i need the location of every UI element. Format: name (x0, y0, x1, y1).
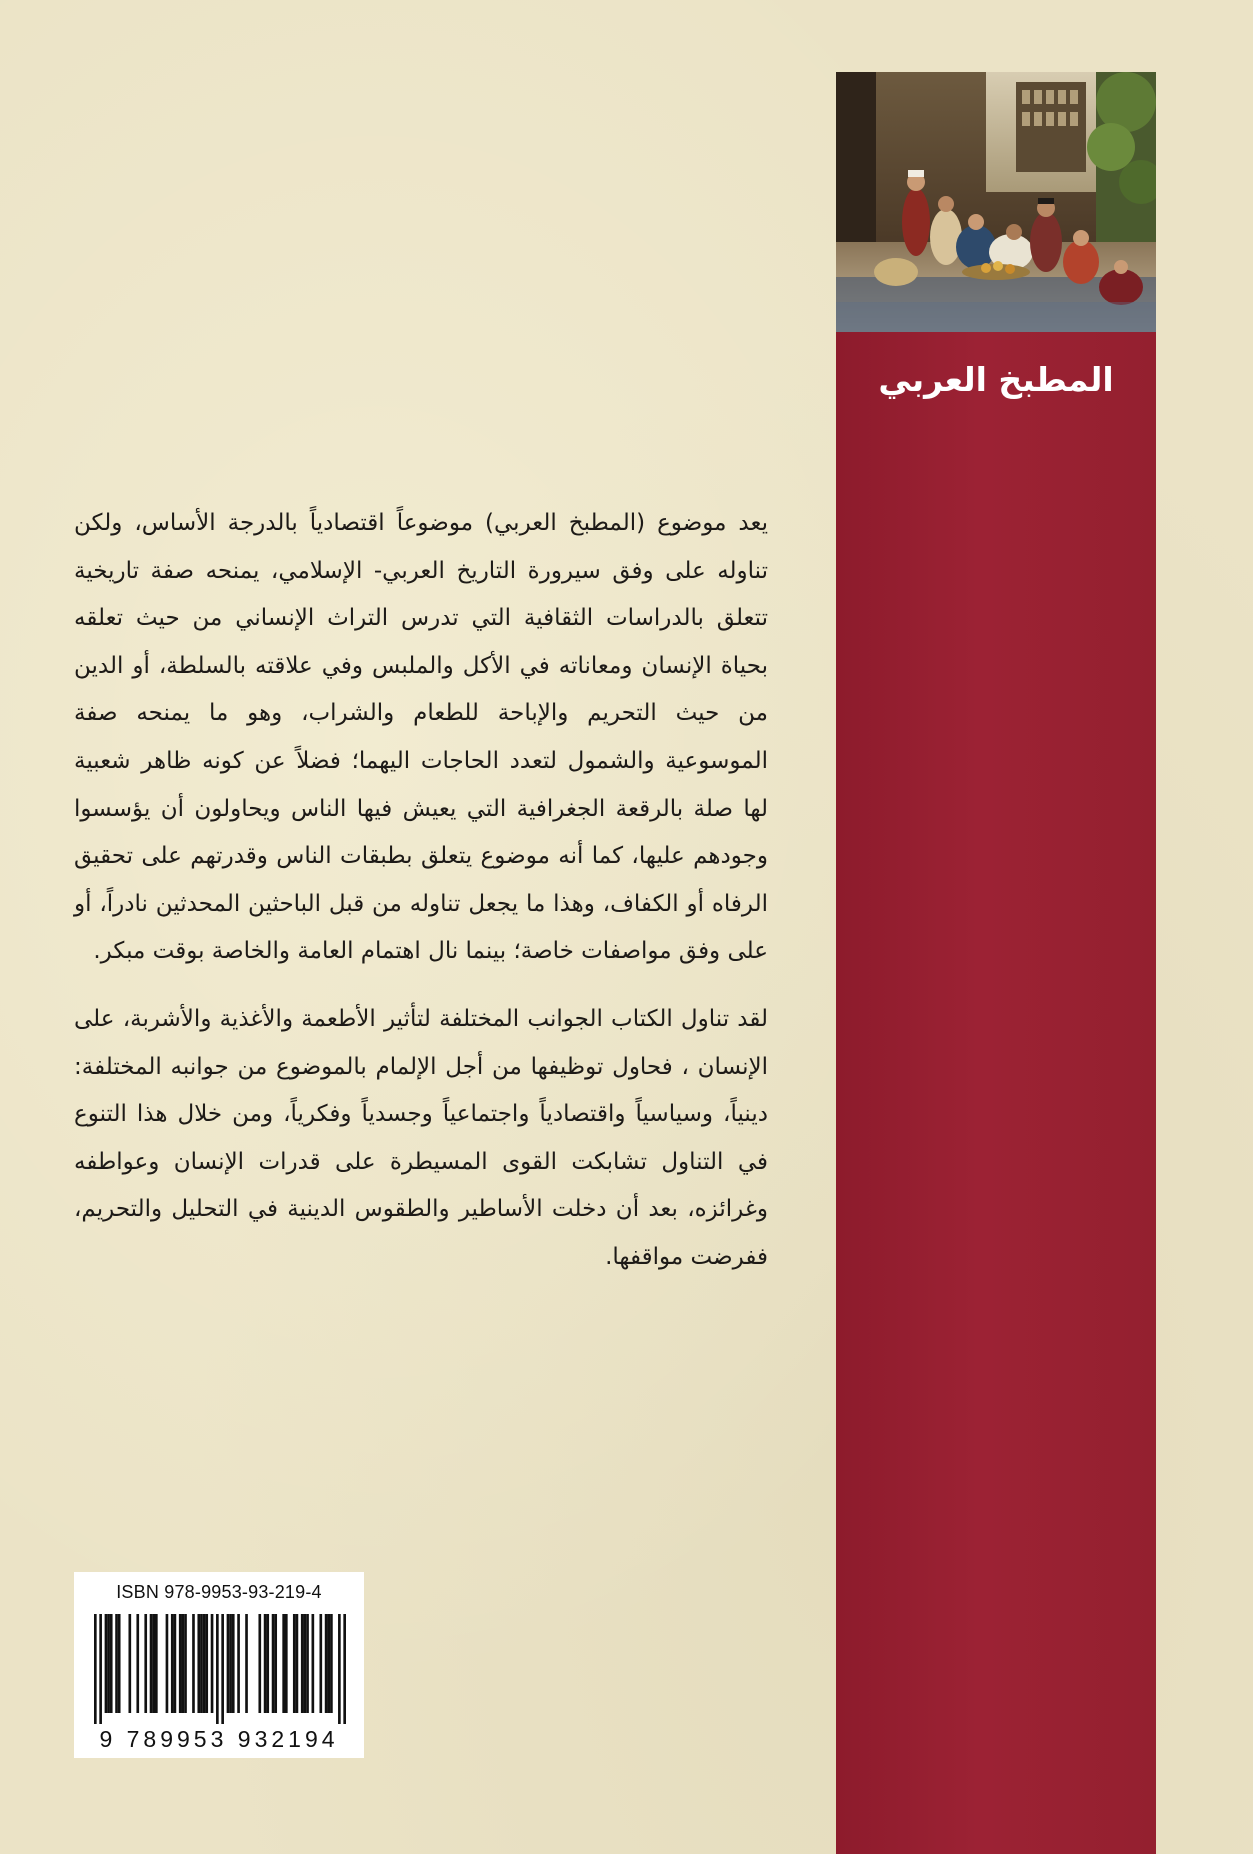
barcode-bar (304, 1614, 307, 1713)
barcode-bar (200, 1614, 203, 1713)
barcode-bar (150, 1614, 153, 1713)
back-cover-blurb (74, 500, 768, 1282)
cover-color-band (836, 72, 1156, 1854)
courtyard-painting-graphic (836, 72, 1156, 332)
barcode-bar (306, 1614, 309, 1713)
barcode-bar (282, 1614, 285, 1713)
blurb-paragraph: يعد موضوع (المطبخ العربي) موضوعاً اقتصادياً بالدرجة الأساس، ولكن تناوله على وفق سيرورة التاريخ العربي- الإسلامي، يمنحه صفة تاريخية تتعلق بالدراسات الثقافية التي تدرس التراث الإنساني من حيث تعلقه بحياة الإنسان ومعاناته في الأكل والملبس وفي علاقته بالسلطة، أو الدين من حيث التحريم والإباحة للطعام والشراب، وهو ما يمنحه صفة الموسوعية والشمول لتعدد الحاجات اليهما؛ فضلاً عن كونه ظاهر شعبية لها صلة بالرقعة الجغرافية التي يعيش فيها الناس ويحاولون أن يؤسسوا وجودهم عليها، كما أنه موضوع يتعلق بطبقات الناس وقدرتهم على تحقيق الرفاه أو الكفاف، وهذا ما يجعل تناوله من قبل الباحثين المحدثين نادراً، أو على وفق مواصفات خاصة؛ بينما نال اهتمام العامة والخاصة بوقت مبكر. (74, 510, 768, 965)
barcode-bar (94, 1614, 97, 1724)
barcode-bar (155, 1614, 158, 1713)
barcode-bar (166, 1614, 169, 1713)
barcode-bar (110, 1614, 113, 1713)
barcode-bar (105, 1614, 108, 1713)
barcode-bar (182, 1614, 185, 1713)
barcode-bar (325, 1614, 328, 1713)
barcode-bar (128, 1614, 131, 1713)
barcode-bar (258, 1614, 261, 1713)
barcode-bars (94, 1614, 346, 1724)
barcode-bar (205, 1614, 208, 1713)
barcode-bar (327, 1614, 330, 1713)
barcode-bar (274, 1614, 277, 1713)
isbn-label: ISBN 978-9953-93-219-4 (116, 1582, 322, 1602)
barcode-bar (211, 1614, 214, 1713)
band-book-title: المطبخ العربي (878, 360, 1114, 399)
barcode-bar (184, 1614, 187, 1713)
barcode-bar (232, 1614, 235, 1713)
barcode-bar (174, 1614, 177, 1713)
cover-illustration (836, 72, 1156, 332)
barcode-bar (197, 1614, 200, 1713)
barcode-bar (192, 1614, 195, 1713)
barcode-bar (264, 1614, 267, 1713)
barcode-bar (136, 1614, 139, 1713)
barcode-digits: 9 789953 932194 (99, 1726, 339, 1752)
barcode-bar (319, 1614, 322, 1713)
barcode-bar (272, 1614, 275, 1713)
barcode-bar (330, 1614, 333, 1713)
barcode-bar (229, 1614, 232, 1713)
barcode-bar (115, 1614, 118, 1713)
barcode-bar (296, 1614, 299, 1713)
barcode-bar (312, 1614, 315, 1713)
barcode-bar (301, 1614, 304, 1713)
barcode-bar (285, 1614, 288, 1713)
barcode-bar (99, 1614, 102, 1724)
blurb-paragraph: لقد تناول الكتاب الجوانب المختلفة لتأثير الأطعمة والأغذية والأشربة، على الإنسان ، فحاول توظيفها من أجل الإلمام بالموضوع من جوانبه المختلفة: دينياً، وسياسياً واقتصادياً واجتماعياً وجسدياً وفكرياً، ومن خلال هذا التنوع في التناول تشابكت القوى المسيطرة على قدرات الإنسان وعواطفه وغرائزه، بعد أن دخلت الأساطير والطقوس الدينية في التحليل والتحريم، ففرضت مواقفها. (74, 1005, 768, 1270)
barcode-bar (343, 1614, 346, 1724)
barcode-bar (152, 1614, 155, 1713)
barcode-bar (203, 1614, 206, 1713)
barcode-bar (293, 1614, 296, 1713)
barcode-bar (216, 1614, 219, 1724)
barcode-bar (227, 1614, 230, 1713)
barcode-bar (266, 1614, 269, 1713)
barcode-bar (237, 1614, 240, 1713)
barcode-bar (179, 1614, 182, 1713)
isbn-barcode-block (74, 1572, 364, 1758)
barcode-bar (171, 1614, 174, 1713)
barcode-bar (221, 1614, 224, 1724)
barcode-bar (118, 1614, 121, 1713)
barcode-bar (107, 1614, 110, 1713)
barcode-bar (338, 1614, 341, 1724)
barcode-bar (144, 1614, 147, 1713)
barcode-bar (245, 1614, 248, 1713)
